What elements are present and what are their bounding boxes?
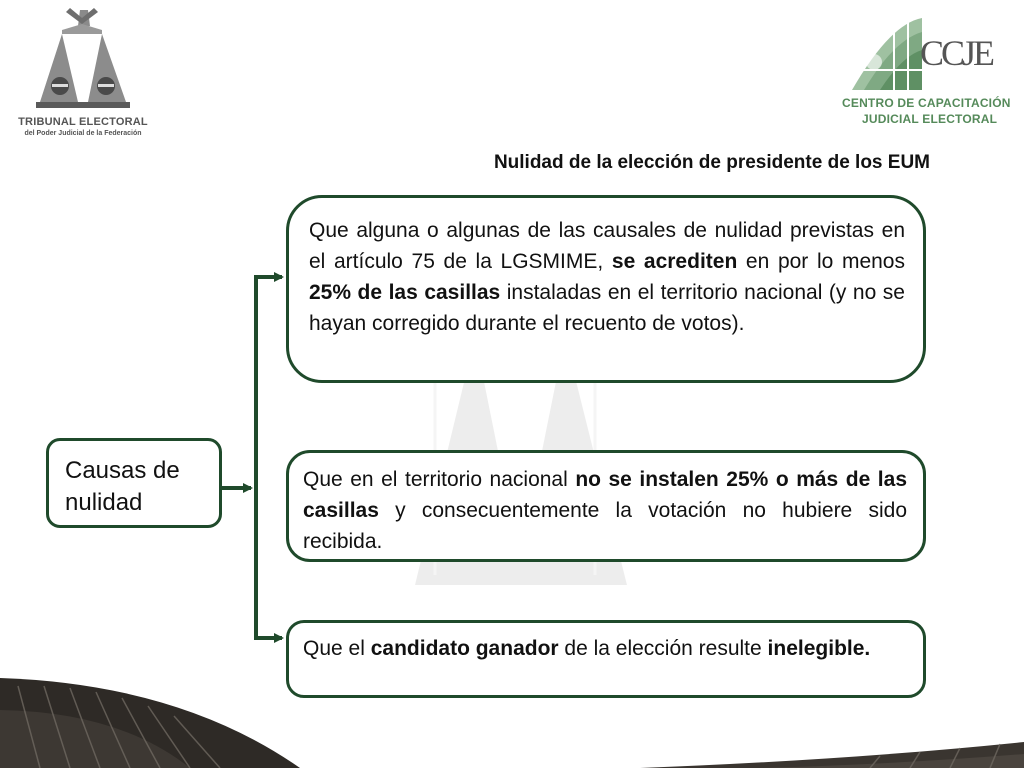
logo-left-name: TRIBUNAL ELECTORAL: [18, 116, 148, 128]
cause-3-segment: Que el: [303, 637, 371, 660]
cause-2-segment-bold: no se instalen 25% o más de las casillas: [303, 468, 907, 522]
cause-2-segment: y consecuentemente la votación no hubiere sido recibida.: [303, 499, 907, 553]
logo-right-abbr: CCJE: [920, 33, 993, 73]
cause-2-segment: Que en el territorio nacional: [303, 468, 576, 491]
cause-1-segment: Que alguna o algunas de las causales de nulidad previstas en el artículo 75 de la LGSMIME,: [309, 219, 905, 273]
cause-1-segment: instaladas en el territorio nacional (y no se hayan corregido durante el recuento de votos).: [309, 281, 905, 335]
cause-3-segment-bold: candidato ganador: [370, 637, 559, 660]
page-title: Nulidad de la elección de presidente de los EUM: [493, 152, 930, 173]
logo-left-subtitle: del Poder Judicial de la Federación: [24, 130, 142, 137]
causes-main-label: Causas de nulidad: [65, 457, 180, 516]
cause-1-segment-bold: 25% de las casillas: [309, 281, 501, 304]
logo-right-name-line1: CENTRO DE CAPACITACIÓN: [842, 96, 1011, 110]
cause-1-segment: en por lo menos: [737, 250, 905, 273]
logo-right-name-line2: JUDICIAL ELECTORAL: [862, 112, 998, 126]
footer-swoosh: [0, 650, 1024, 768]
causes-main-box: [46, 438, 222, 528]
cause-1-segment-bold: se acrediten: [611, 250, 738, 273]
cause-text-2: [303, 464, 907, 557]
cause-3-segment: de la elección resulte: [558, 637, 768, 660]
cause-box-1: [286, 195, 926, 383]
cause-text-1: [309, 215, 905, 339]
cause-3-segment-bold: inelegible.: [767, 637, 871, 660]
cause-box-2: [286, 450, 926, 562]
